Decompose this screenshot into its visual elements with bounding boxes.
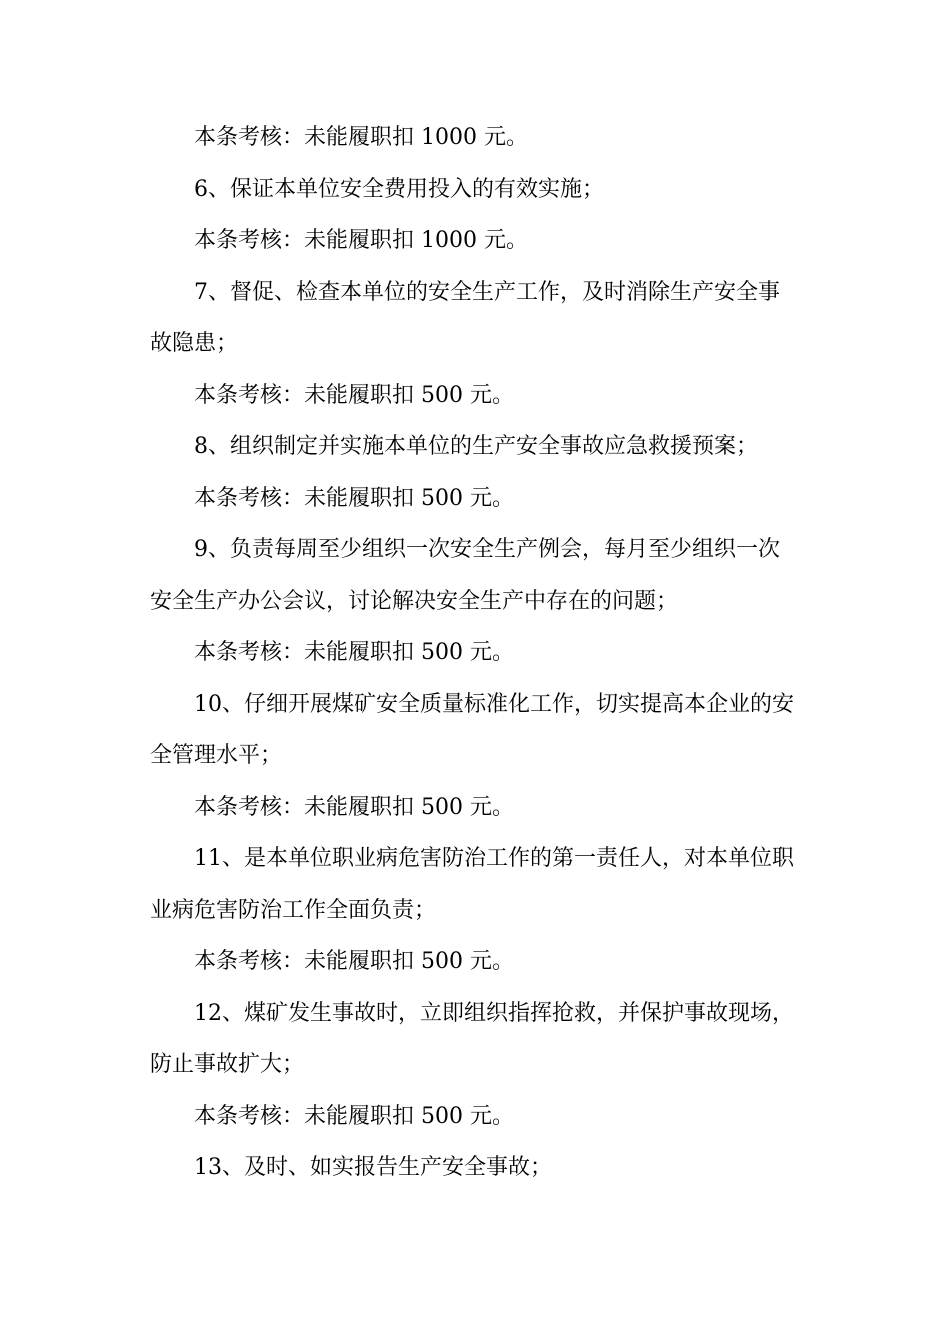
duty-item-13: 13、及时、如实报告生产安全事故； bbox=[194, 1155, 552, 1180]
assessment-line: 本条考核：未能履职扣 500 元。 bbox=[194, 485, 514, 511]
assessment-line: 本条考核：未能履职扣 500 元。 bbox=[194, 794, 514, 820]
duty-item-12: 12、煤矿发生事故时，立即组织指挥抢救，并保护事故现场，防止事故扩大； bbox=[150, 1000, 794, 1077]
assessment-line: 本条考核：未能履职扣 500 元。 bbox=[194, 1103, 514, 1129]
duty-item-11: 11、是本单位职业病危害防治工作的第一责任人，对本单位职业病危害防治工作全面负责； bbox=[150, 846, 794, 923]
duty-item-10: 10、仔细开展煤矿安全质量标准化工作，切实提高本企业的安全管理水平； bbox=[150, 691, 794, 768]
document-body bbox=[150, 112, 800, 1194]
assessment-line: 本条考核：未能履职扣 1000 元。 bbox=[194, 125, 528, 150]
assessment-line: 本条考核：未能履职扣 500 元。 bbox=[194, 949, 514, 974]
duty-item-8: 8、组织制定并实施本单位的生产安全事故应急救援预案； bbox=[194, 434, 758, 459]
duty-item-9: 9、负责每周至少组织一次安全生产例会，每月至少组织一次安全生产办公会议，讨论解决安全生产中存在的问题； bbox=[150, 537, 780, 614]
duty-item-6: 6、保证本单位安全费用投入的有效实施； bbox=[194, 176, 604, 202]
assessment-line: 本条考核：未能履职扣 500 元。 bbox=[194, 382, 514, 408]
assessment-line: 本条考核：未能履职扣 500 元。 bbox=[194, 640, 514, 665]
assessment-line: 本条考核：未能履职扣 1000 元。 bbox=[194, 228, 528, 253]
duty-item-7: 7、督促、检查本单位的安全生产工作，及时消除生产安全事故隐患； bbox=[150, 279, 780, 356]
